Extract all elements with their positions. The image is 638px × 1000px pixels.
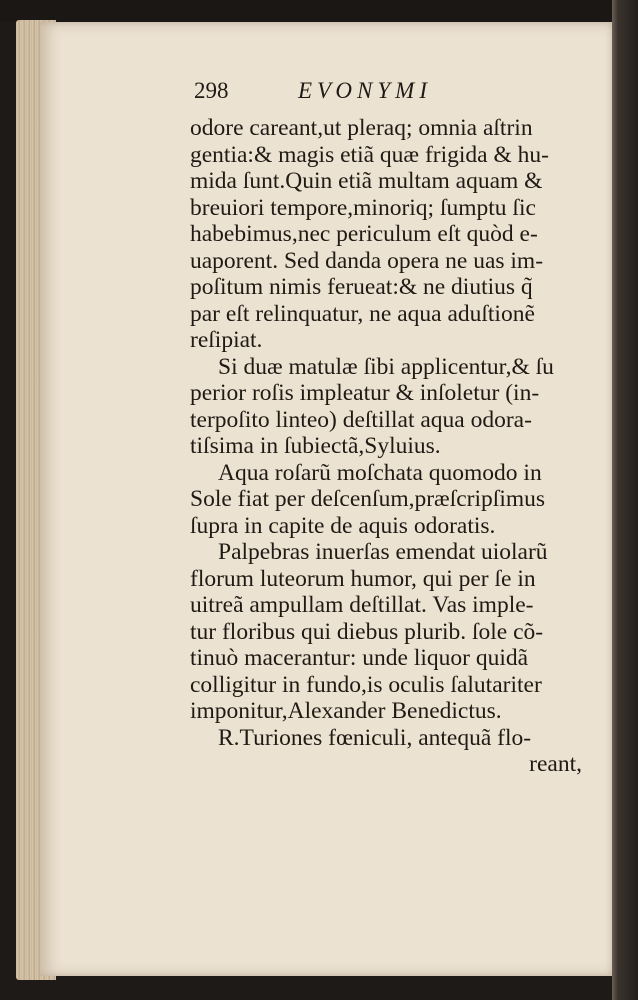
text-line: Sole fiat per deſcenſum,præſcripſimus: [190, 486, 546, 512]
text-line: breuiori tempore,minoriq; ſumptu ſic: [190, 194, 536, 221]
catchword: reant,: [529, 751, 582, 777]
page-header: [194, 76, 594, 108]
text-line: tiſsima in ſubiectã,Syluius.: [190, 433, 441, 459]
running-head: EVONYMI: [298, 78, 432, 103]
text-line: uaporent. Sed danda opera ne uas im-: [190, 247, 544, 274]
book-spine-edge: [612, 0, 638, 1000]
text-line: perior roſis impleatur & inſoletur (in-: [190, 380, 540, 406]
text-line: Si duæ matulæ ſibi applicentur,& ſu: [218, 353, 554, 380]
text-line: R.Turiones fœniculi, antequã flo-: [218, 724, 532, 751]
text-line: reſipiat.: [190, 327, 263, 353]
text-line: odore careant,ut pleraq; omnia aſtrin: [190, 115, 533, 141]
text-line: terpoſito linteo) deſtillat aqua odora-: [190, 406, 532, 433]
text-line: ſupra in capite de aquis odoratis.: [190, 512, 496, 539]
text-line: tur floribus qui diebus plurib. ſole cõ-: [190, 618, 544, 645]
text-line: poſitum nimis ferueat:& ne diutius q̃: [190, 274, 533, 300]
text-line: Palpebras inuerſas emendat uiolarũ: [218, 539, 548, 565]
scan-background: [0, 0, 638, 22]
text-line: florum luteorum humor, qui per ſe in: [190, 565, 536, 592]
text-line: gentia:& magis etiã quæ frigida & hu-: [190, 141, 549, 168]
text-line: imponitur,Alexander Benedictus.: [190, 698, 502, 724]
text-line: par eſt relinquatur, ne aqua aduſtionẽ: [190, 300, 535, 327]
text-line: mida ſunt.Quin etiã multam aquam &: [190, 168, 543, 194]
text-line: tinuò macerantur: unde liquor quidã: [190, 645, 529, 671]
text-line: Aqua roſarũ moſchata quomodo in: [218, 459, 542, 486]
page-number: 298: [194, 78, 229, 103]
text-line: uitreã ampullam deſtillat. Vas imple-: [190, 592, 534, 618]
text-block: [190, 115, 600, 778]
text-line: habebimus,nec periculum eſt quòd e-: [190, 221, 538, 247]
text-line: colligitur in fundo,is oculis ſalutariter: [190, 671, 542, 698]
